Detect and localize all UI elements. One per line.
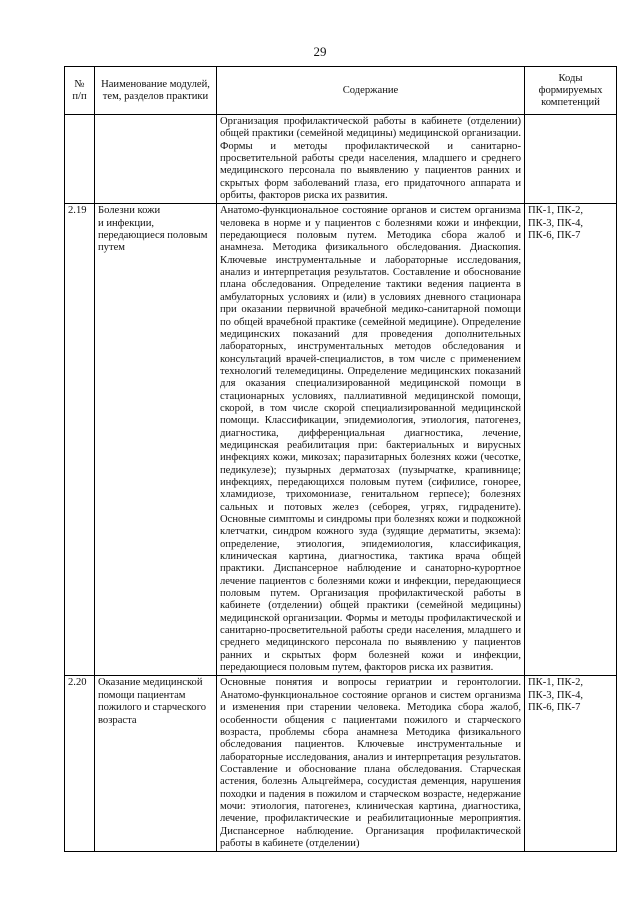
header-content: Содержание xyxy=(217,67,525,115)
row-name xyxy=(95,115,217,204)
row-num xyxy=(65,115,95,204)
row-codes: ПК-1, ПК-2, ПК-3, ПК-4, ПК-6, ПК-7 xyxy=(525,204,617,676)
page-number: 29 xyxy=(313,44,327,59)
row-content: Основные понятия и вопросы гериатрии и геронтологии. Анатомо-функциональное состояние органов и систем организма и изменения при старении человека. Методика сбора жалоб, особенности общения с пациентами пожилого и старческого возраста, проблемы сбора анамнеза Методика физикального обследования пациентов. Ключевые инструментальные и лабораторные исследования, анализ и интерпретация результатов. Составление и обоснование плана обследования. Старческая астения, болезнь Альцгеймера, сосудистая деменция, нарушения походки и падения в пожилом и старческом возрасте, недержание мочи: этиология, патогенез, клиническая картина, диагностика, лечение, профилактические и реабилитационные мероприятия. Диспансерное наблюдение. Организация профилактической работы в кабинете (отделении) xyxy=(217,676,525,852)
table-header-row xyxy=(65,67,617,115)
table-row xyxy=(65,115,617,204)
row-name: Болезни кожи и инфекции, передающиеся половым путем xyxy=(95,204,217,676)
row-codes xyxy=(525,115,617,204)
row-num: 2.20 xyxy=(65,676,95,852)
header-num: № п/п xyxy=(65,67,95,115)
row-name: Оказание медицинской помощи пациентам пожилого и старческого возраста xyxy=(95,676,217,852)
row-codes: ПК-1, ПК-2, ПК-3, ПК-4, ПК-6, ПК-7 xyxy=(525,676,617,852)
row-content: Анатомо-функциональное состояние органов и систем организма человека в норме и у пациентов с болезнями кожи и инфекции, передающиеся половым путем. Методика сбора жалоб и анамнеза. Методика физикального обследования. Диаскопия. Ключевые инструментальные и лабораторные исследования, анализ и интерпретация результатов. Составление и обоснование плана обследования. Определение тактики ведения пациента в амбулаторных условиях и (или) в условиях дневного стационара при оказании первичной врачебной медико-санитарной помощи по общей врачебной практике (семейной медицине). Определение медицинских показаний для проведения дополнительных лабораторных, инструментальных методов обследования и консультаций врачей-специалистов, в том числе с применением технологий телемедицины. Определение медицинских показаний для оказания специализированной медицинской помощи в стационарных условиях, паллиативной медицинской помощи, скорой, в том числе скорой специализированной медицинской помощи. Классификации, эпидемиология, этиология, патогенез, диагностика, дифференциальная диагностика, лечение, медицинская реабилитация при: бактериальных и вирусных инфекциях кожи, микозах; паразитарных болезнях кожи (чесотке, педикулезе); пузырных дерматозах (пузырчатке, крапивнице; инфекциях, передающихся половым путем (сифилисе, гонорее, хламидиозе, трихомониазе, генитальном герпесе); болезнях сальных и потовых желез (себорея, угрях, гидрадените). Основные симптомы и синдромы при болезнях кожи и подкожной клетчатки, синдром кожного зуда (зудящие дерматиты, экзема): определение, этиология, эпидемиология, классификация, клиническая картина, диагностика, тактика врача общей практики. Диспансерное наблюдение и санаторно-курортное лечение пациентов с болезнями кожи и инфекции, передающиеся половым путем. Организация профилактической работы в кабинете (отделении) общей практики (семейной медицины) медицинской организации. Формы и методы профилактической и санитарно-просветительной работы среди населения, младшего и среднего медицинского персонала по выявлению у пациентов ранних и скрытых форм болезней кожи и инфекции, передающиеся половым путем, факторов риска их развития. xyxy=(217,204,525,676)
header-codes: Коды формируемых компетенций xyxy=(525,67,617,115)
header-name: Наименование модулей, тем, разделов практики xyxy=(95,67,217,115)
row-content: Организация профилактической работы в кабинете (отделении) общей практики (семейной медицины) медицинской организации. Формы и методы профилактической и санитарно-просветительной работы среди населения, младшего и среднего медицинского персонала по выявлению у пациентов ранних и скрытых форм заболеваний глаза, его придаточного аппарата и орбиты, факторов риска их развития. xyxy=(217,115,525,204)
practice-content-table xyxy=(64,66,617,852)
table-row xyxy=(65,676,617,852)
table-row xyxy=(65,204,617,676)
row-num: 2.19 xyxy=(65,204,95,676)
